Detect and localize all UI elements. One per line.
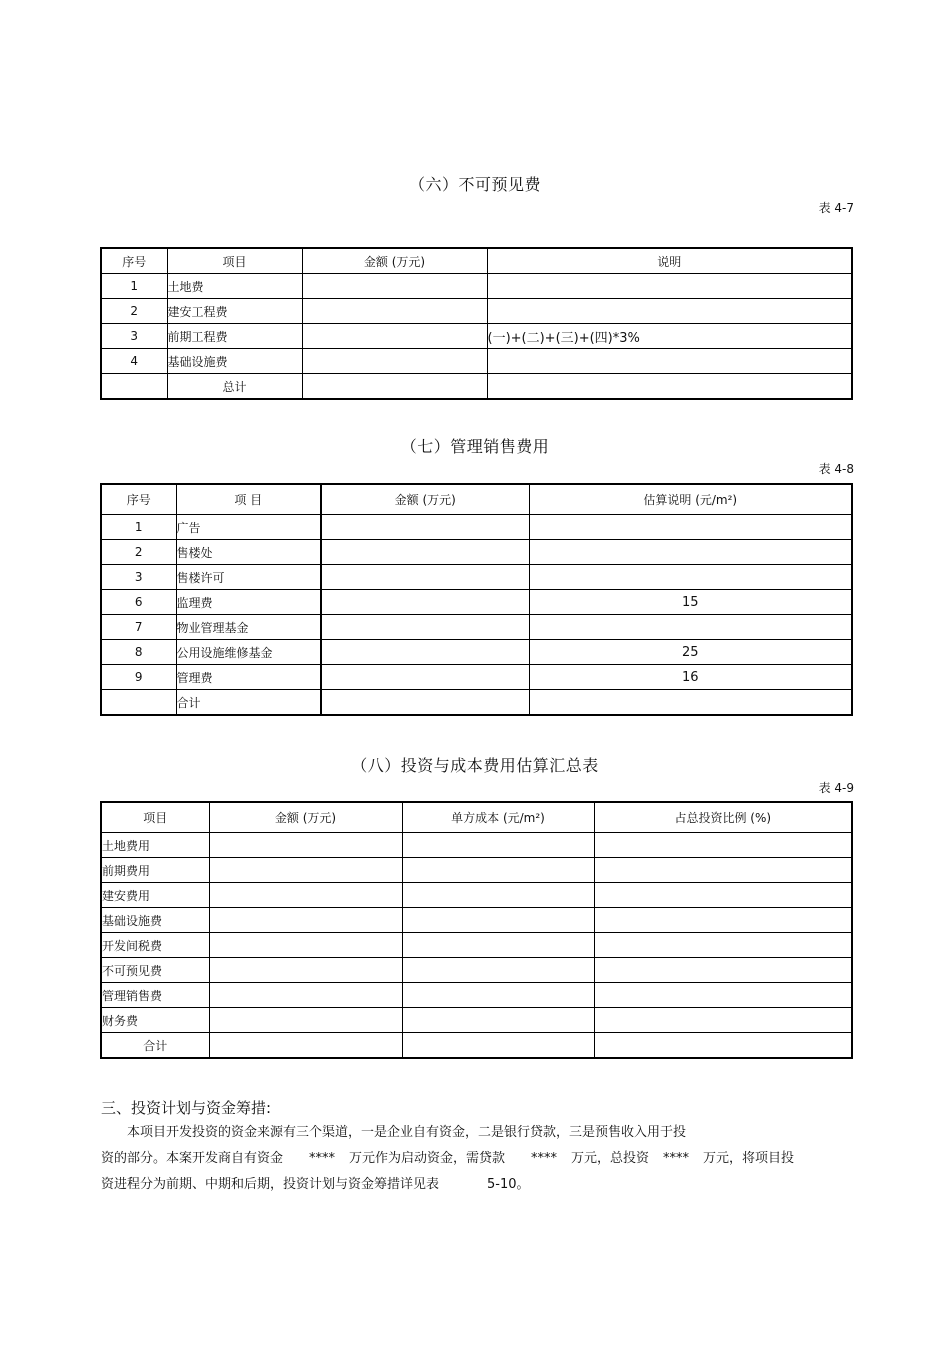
row-item: 管理销售费 bbox=[101, 983, 209, 1008]
header-unit-cost: 单方成本 (元/m²) bbox=[402, 802, 594, 833]
row-amount bbox=[321, 515, 529, 540]
row-item: 建安费用 bbox=[101, 883, 209, 908]
table-total-row bbox=[101, 1033, 852, 1059]
table-row bbox=[101, 1008, 852, 1033]
table-row bbox=[101, 590, 852, 615]
row-amount bbox=[209, 833, 402, 858]
total-amount bbox=[321, 690, 529, 716]
table-row bbox=[101, 958, 852, 983]
row-unit-cost bbox=[402, 933, 594, 958]
row-no: 1 bbox=[101, 274, 167, 299]
table-row bbox=[101, 933, 852, 958]
line3-text-a: 资进程分为前期、中期和后期，投资计划与资金筹措详见表 bbox=[101, 1177, 440, 1192]
header-no: 序号 bbox=[101, 248, 167, 274]
row-item: 公用设施维修基金 bbox=[176, 640, 321, 665]
row-no: 9 bbox=[101, 665, 176, 690]
row-item: 前期费用 bbox=[101, 858, 209, 883]
row-amount bbox=[321, 640, 529, 665]
table-row bbox=[101, 299, 852, 324]
table-header-row bbox=[101, 802, 852, 833]
table-4-9 bbox=[100, 801, 853, 1059]
row-unit-cost bbox=[402, 908, 594, 933]
header-amount: 金额 (万元) bbox=[209, 802, 402, 833]
row-no: 1 bbox=[101, 515, 176, 540]
table-total-row bbox=[101, 690, 852, 716]
row-item: 管理费 bbox=[176, 665, 321, 690]
row-amount bbox=[321, 590, 529, 615]
row-amount bbox=[302, 324, 487, 349]
row-no: 2 bbox=[101, 540, 176, 565]
table-row bbox=[101, 565, 852, 590]
row-unit-cost bbox=[402, 958, 594, 983]
row-note bbox=[529, 515, 852, 540]
row-amount bbox=[209, 1008, 402, 1033]
row-item: 售楼处 bbox=[176, 540, 321, 565]
row-amount bbox=[209, 858, 402, 883]
row-amount bbox=[302, 274, 487, 299]
row-unit-cost bbox=[402, 883, 594, 908]
row-amount bbox=[209, 883, 402, 908]
table-4-9-number: 表 4-9 bbox=[818, 781, 854, 795]
row-no: 2 bbox=[101, 299, 167, 324]
row-ratio bbox=[594, 883, 852, 908]
total-label: 合计 bbox=[101, 1033, 209, 1059]
table-row bbox=[101, 983, 852, 1008]
row-amount bbox=[321, 665, 529, 690]
row-item: 建安工程费 bbox=[167, 299, 302, 324]
total-amount bbox=[302, 374, 487, 400]
row-unit-cost bbox=[402, 983, 594, 1008]
row-item: 广告 bbox=[176, 515, 321, 540]
placeholder-loan: **** bbox=[531, 1151, 558, 1166]
row-item: 土地费 bbox=[167, 274, 302, 299]
total-label: 合计 bbox=[176, 690, 321, 716]
row-amount bbox=[321, 540, 529, 565]
row-no: 6 bbox=[101, 590, 176, 615]
table-4-7-number: 表 4-7 bbox=[818, 201, 854, 215]
header-no: 序号 bbox=[101, 484, 176, 515]
row-item: 财务费 bbox=[101, 1008, 209, 1033]
section3-paragraph bbox=[101, 1120, 853, 1198]
row-item: 开发间税费 bbox=[101, 933, 209, 958]
table-row bbox=[101, 540, 852, 565]
table-reference: 5-10。 bbox=[487, 1177, 530, 1192]
line2-text-e: 万元，总投资 bbox=[571, 1151, 650, 1166]
section3-heading: 三、投资计划与资金筹措: bbox=[101, 1099, 272, 1117]
total-note bbox=[487, 374, 852, 400]
row-unit-cost bbox=[402, 1008, 594, 1033]
table-header-row bbox=[101, 484, 852, 515]
row-ratio bbox=[594, 958, 852, 983]
total-note bbox=[529, 690, 852, 716]
row-amount bbox=[321, 615, 529, 640]
section7-title: （七）管理销售费用 bbox=[400, 437, 550, 456]
row-item: 基础设施费 bbox=[167, 349, 302, 374]
total-unit-cost bbox=[402, 1033, 594, 1059]
row-ratio bbox=[594, 1008, 852, 1033]
line2-text-g: 万元，将项目投 bbox=[703, 1151, 795, 1166]
row-amount bbox=[302, 299, 487, 324]
placeholder-own-funds: **** bbox=[309, 1151, 336, 1166]
paragraph-line-3 bbox=[101, 1172, 853, 1198]
row-no: 3 bbox=[101, 324, 167, 349]
total-blank bbox=[101, 690, 176, 716]
row-ratio bbox=[594, 908, 852, 933]
total-ratio bbox=[594, 1033, 852, 1059]
header-item: 项目 bbox=[101, 802, 209, 833]
row-amount bbox=[209, 983, 402, 1008]
row-unit-cost bbox=[402, 858, 594, 883]
row-amount bbox=[209, 933, 402, 958]
row-item: 售楼许可 bbox=[176, 565, 321, 590]
row-note bbox=[487, 349, 852, 374]
table-row bbox=[101, 640, 852, 665]
table-row bbox=[101, 858, 852, 883]
row-no: 8 bbox=[101, 640, 176, 665]
table-row bbox=[101, 883, 852, 908]
row-ratio bbox=[594, 833, 852, 858]
table-row bbox=[101, 665, 852, 690]
row-amount bbox=[209, 958, 402, 983]
table-row bbox=[101, 349, 852, 374]
table-4-8 bbox=[100, 483, 853, 716]
row-note bbox=[529, 540, 852, 565]
header-ratio: 占总投资比例 (%) bbox=[594, 802, 852, 833]
total-blank bbox=[101, 374, 167, 400]
row-no: 7 bbox=[101, 615, 176, 640]
table-4-8-number: 表 4-8 bbox=[818, 462, 854, 476]
header-amount: 金额 (万元) bbox=[302, 248, 487, 274]
row-item: 土地费用 bbox=[101, 833, 209, 858]
section8-title: （八）投资与成本费用估算汇总表 bbox=[351, 756, 599, 775]
row-note: 15 bbox=[529, 590, 852, 615]
table-row bbox=[101, 615, 852, 640]
line2-text-c: 万元作为启动资金，需贷款 bbox=[349, 1151, 506, 1166]
row-note bbox=[529, 615, 852, 640]
row-note bbox=[487, 274, 852, 299]
row-note: (一)+(二)+(三)+(四)*3% bbox=[487, 324, 852, 349]
row-amount bbox=[321, 565, 529, 590]
row-ratio bbox=[594, 858, 852, 883]
total-amount bbox=[209, 1033, 402, 1059]
row-ratio bbox=[594, 983, 852, 1008]
line2-text-a: 资的部分。本案开发商自有资金 bbox=[101, 1151, 284, 1166]
table-row bbox=[101, 324, 852, 349]
table-row bbox=[101, 833, 852, 858]
row-item: 物业管理基金 bbox=[176, 615, 321, 640]
header-item: 项目 bbox=[167, 248, 302, 274]
row-item: 前期工程费 bbox=[167, 324, 302, 349]
row-ratio bbox=[594, 933, 852, 958]
row-note: 16 bbox=[529, 665, 852, 690]
table-header-row bbox=[101, 248, 852, 274]
paragraph-line-1: 本项目开发投资的资金来源有三个渠道，一是企业自有资金，二是银行贷款，三是预售收入用于投 bbox=[127, 1125, 687, 1140]
row-note: 25 bbox=[529, 640, 852, 665]
header-item: 项 目 bbox=[176, 484, 321, 515]
row-amount bbox=[209, 908, 402, 933]
table-row bbox=[101, 515, 852, 540]
row-unit-cost bbox=[402, 833, 594, 858]
row-no: 3 bbox=[101, 565, 176, 590]
table-row bbox=[101, 274, 852, 299]
header-note: 说明 bbox=[487, 248, 852, 274]
header-note: 估算说明 (元/m²) bbox=[529, 484, 852, 515]
header-amount: 金额 (万元) bbox=[321, 484, 529, 515]
row-note bbox=[487, 299, 852, 324]
total-label: 总计 bbox=[167, 374, 302, 400]
table-total-row bbox=[101, 374, 852, 400]
row-item: 监理费 bbox=[176, 590, 321, 615]
row-no: 4 bbox=[101, 349, 167, 374]
section6-title: （六）不可预见费 bbox=[408, 175, 541, 194]
row-note bbox=[529, 565, 852, 590]
row-item: 不可预见费 bbox=[101, 958, 209, 983]
row-item: 基础设施费 bbox=[101, 908, 209, 933]
row-amount bbox=[302, 349, 487, 374]
paragraph-line-2 bbox=[101, 1146, 853, 1172]
table-4-7 bbox=[100, 247, 853, 400]
table-row bbox=[101, 908, 852, 933]
placeholder-total-investment: **** bbox=[663, 1151, 690, 1166]
